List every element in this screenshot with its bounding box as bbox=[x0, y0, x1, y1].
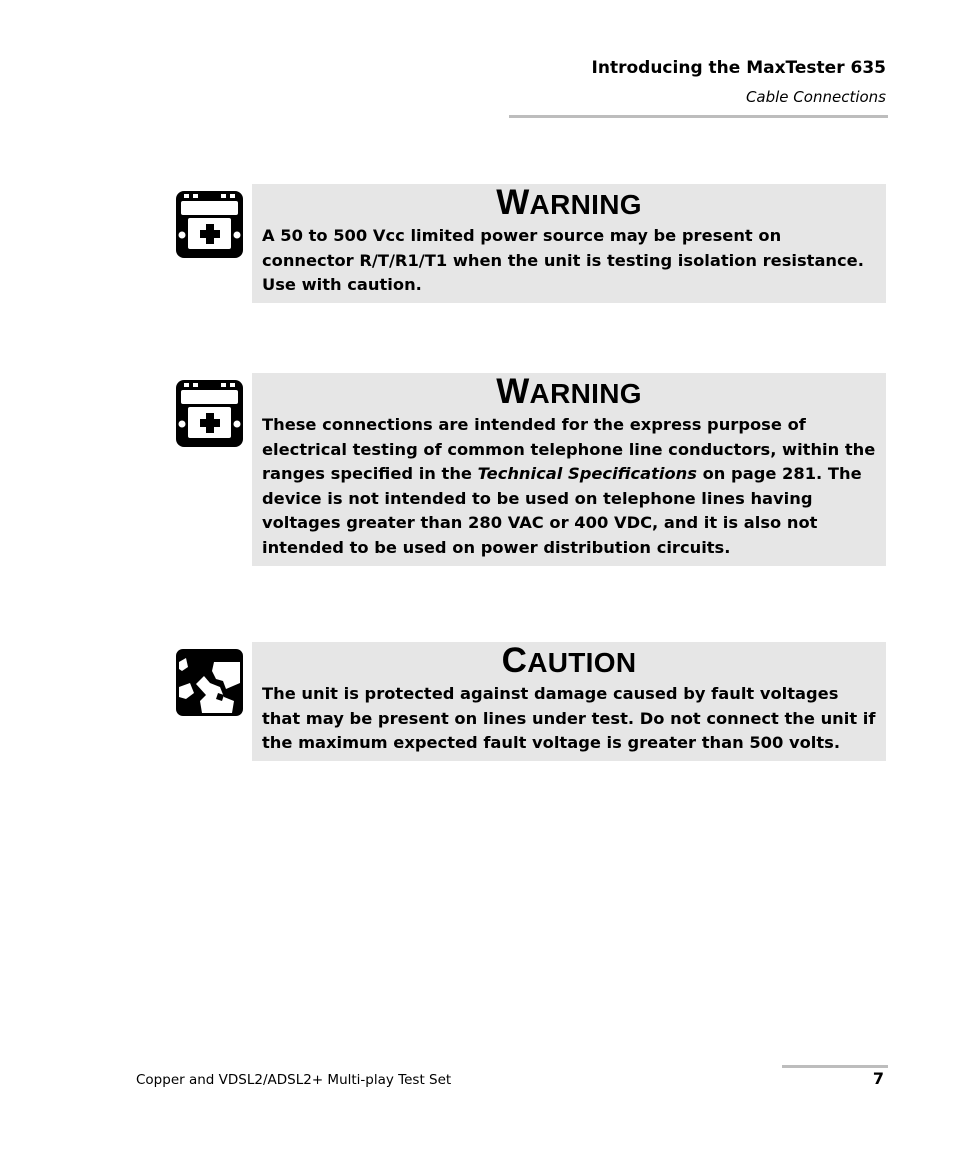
ambulance-icon bbox=[176, 380, 243, 447]
warning-body: These connections are intended for the express purpose of electrical testing of common telephone line conductors, within the ranges specified in the Technical Specifications on page 281. The device is not intended to be used on telephone lines having voltages greater than 280 VAC or 400 VDC, and it is also not intended to be used on power distribution circuits. bbox=[262, 415, 876, 557]
warning-body: A 50 to 500 Vcc limited power source may be present on connector R/T/R1/T1 when the unit is testing isolation resistance. Use with caution. bbox=[262, 226, 864, 295]
warning-notice-1 bbox=[252, 184, 886, 303]
page-number: 7 bbox=[872, 1069, 884, 1088]
caution-notice bbox=[252, 642, 886, 761]
warning-title: WARNING bbox=[496, 372, 642, 411]
ambulance-icon bbox=[176, 191, 243, 258]
caution-body: The unit is protected against damage caused by fault voltages that may be present on lines under test. Do not connect the unit if the maximum expected fault voltage is greater than 500 volts. bbox=[262, 684, 876, 753]
running-header-title: Introducing the MaxTester 635 bbox=[591, 58, 886, 78]
broken-device-icon bbox=[176, 649, 243, 716]
footer-rule bbox=[782, 1065, 888, 1068]
footer-product-name: Copper and VDSL2/ADSL2+ Multi-play Test Set bbox=[136, 1072, 452, 1088]
warning-title: WARNING bbox=[496, 183, 642, 222]
running-header-subtitle: Cable Connections bbox=[745, 88, 886, 106]
warning-notice-2 bbox=[252, 373, 886, 566]
caution-title: CAUTION bbox=[501, 641, 637, 680]
spec-reference: Technical Specifications bbox=[477, 464, 697, 484]
header-rule bbox=[509, 115, 888, 118]
